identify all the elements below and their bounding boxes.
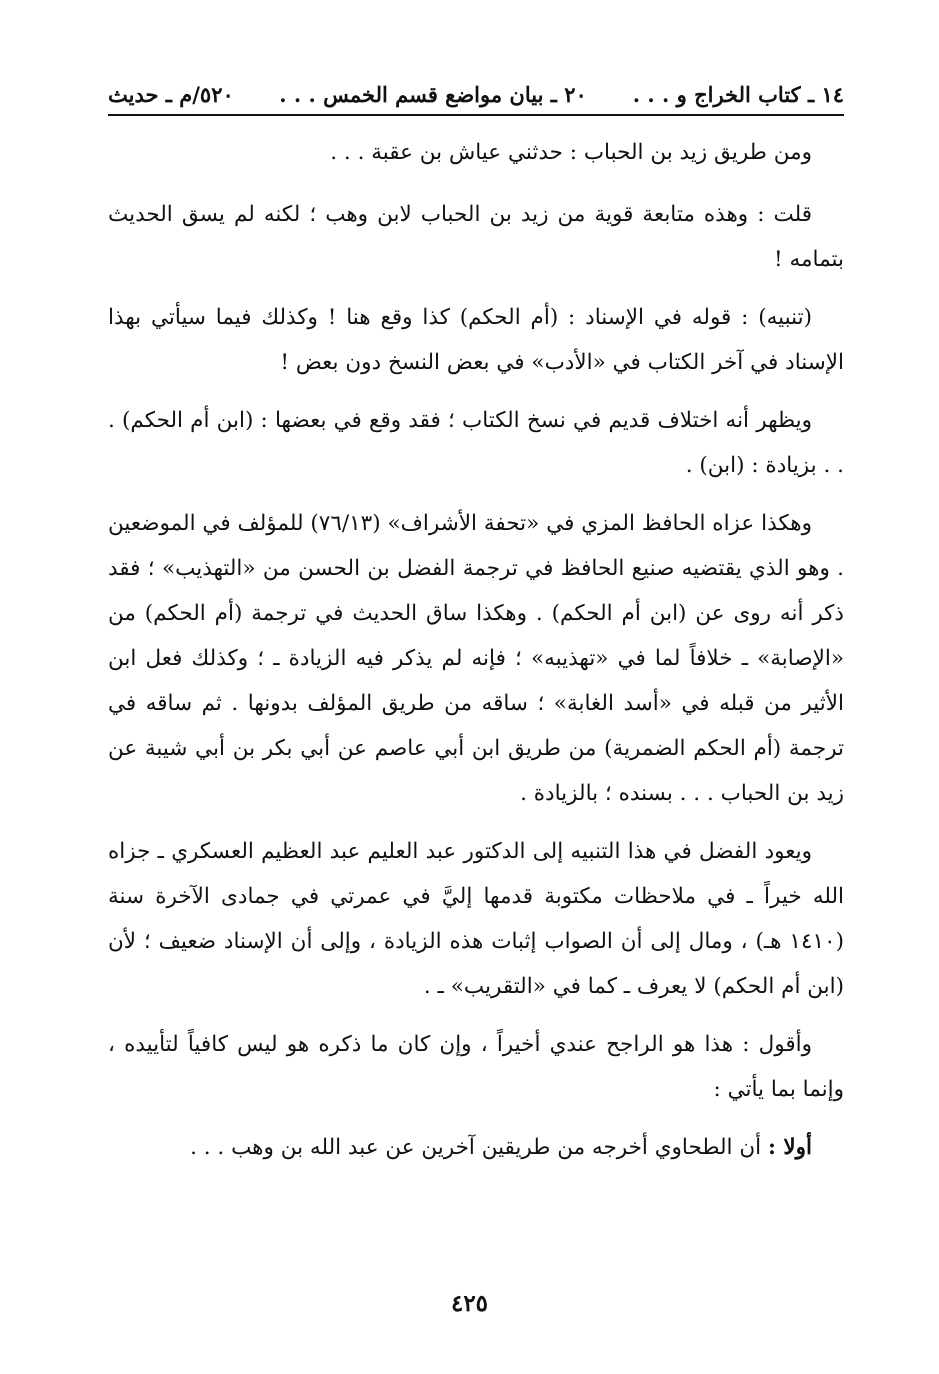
paragraph: ويظهر أنه اختلاف قديم في نسخ الكتاب ؛ فقد وقع في بعضها : (ابن أم الحكم) . . . بزيادة : (ابن) .: [108, 408, 844, 478]
point-lead-label: أولا :: [767, 1135, 812, 1160]
header-right-group: [279, 81, 844, 107]
main-text: [108, 130, 844, 1183]
point-text: أن الطحاوي أخرجه من طريقين آخرين عن عبد الله بن وهب . . .: [190, 1135, 768, 1160]
header-section-title: ٢٠ ـ بيان مواضع قسم الخمس . . .: [279, 81, 587, 107]
paragraph: ويعود الفضل في هذا التنبيه إلى الدكتور عبد العليم عبد العظيم العسكري ـ جزاه الله خيراً ـ في ملاحظات مكتوبة قدمها إليَّ في عمرتي في جمادى الآخرة سنة (١٤١٠ هـ) ، ومال إلى أن الصواب إثبات هذه الزيادة ، وإلى أن الإسناد ضعيف ؛ لأن (ابن أم الحكم) لا يعرف ـ كما في «التقريب» ـ .: [108, 839, 844, 999]
paragraph: قلت : وهذه متابعة قوية من زيد بن الحباب لابن وهب ؛ لكنه لم يسق الحديث بتمامه !: [108, 202, 844, 272]
running-header: [108, 74, 844, 116]
header-left-group: [108, 81, 234, 107]
paragraph: وأقول : هذا هو الراجح عندي أخيراً ، وإن كان ما ذكره هو ليس كافياً لتأييده ، وإنما بما يأتي :: [108, 1032, 844, 1102]
header-hadith-ref: ٥٢٠/م ـ حديث: [108, 81, 234, 107]
paragraph-first-point: [108, 1125, 844, 1170]
paragraph: وهكذا عزاه الحافظ المزي في «تحفة الأشراف» (٧٦/١٣) للمؤلف في الموضعين . وهو الذي يقتضيه صنيع الحافظ في ترجمة الفضل بن الحسن من «التهذيب» ؛ فقد ذكر أنه روى عن (ابن أم الحكم) . وهكذا ساق الحديث في ترجمة (أم الحكم) من «الإصابة» ـ خلافاً لما في «تهذيبه» ؛ فإنه لم يذكر فيه الزيادة ـ ؛ وكذلك فعل ابن الأثير من قبله في «أسد الغابة» ؛ ساقه من طريق المؤلف بدونها . ثم ساقه في ترجمة (أم الحكم الضمرية) من طريق ابن أبي عاصم عن أبي بكر بن أبي شيبة عن زيد بن الحباب . . . بسنده ؛ بالزيادة .: [108, 511, 844, 806]
paragraph: ومن طريق زيد بن الحباب : حدثني عياش بن عقبة . . .: [330, 140, 812, 165]
paragraph: (تنبيه) : قوله في الإسناد : (أم الحكم) كذا وقع هنا ! وكذلك فيما سيأتي بهذا الإسناد في آخر الكتاب في «الأدب» في بعض النسخ دون بعض !: [108, 305, 844, 375]
page-number: ٤٢٥: [450, 1290, 489, 1317]
header-chapter-title: ١٤ ـ كتاب الخراج و . . .: [632, 81, 844, 107]
